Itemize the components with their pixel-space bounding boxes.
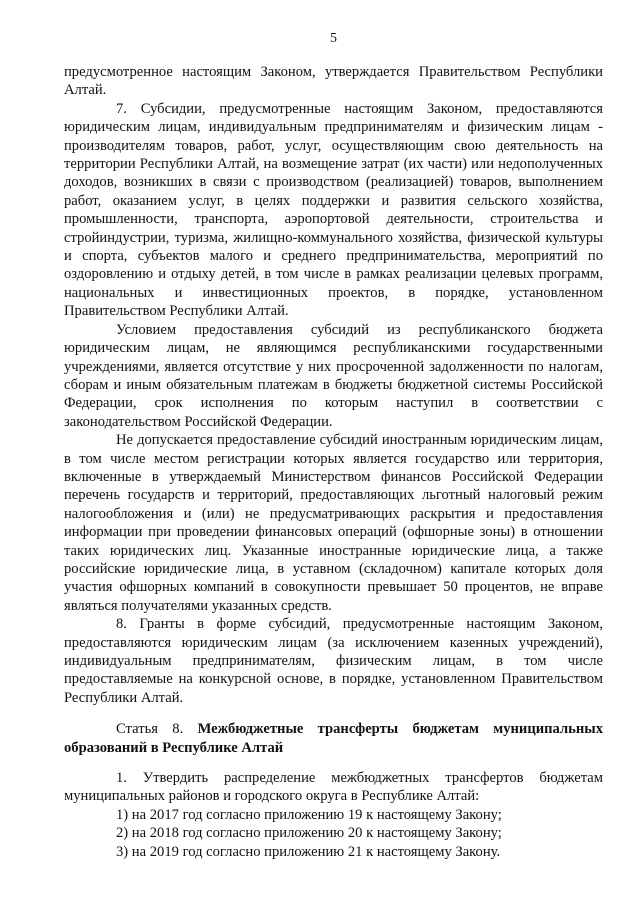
page-number: 5 (330, 31, 337, 46)
paragraph-8-grants: 8. Гранты в форме субсидий, предусмотренные настоящим Законом, предоставляются юридическим лицам (за исключением казенных учреждений), индивидуальным предпринимателям, физическим лицам, в том числе предоставляемые на конкурсной основе, в порядке, установленном Правительством Республики Алтай. (64, 616, 603, 706)
article-8-list (64, 806, 603, 861)
article-8-label: Статья 8. (116, 721, 184, 738)
paragraph-subsidy-conditions: Условием предоставления субсидий из республиканского бюджета юридическим лицам, не являющимся республиканскими государственными учреждениями, является отсутствие у них просроченной задолженности по налогам, сборам и иным обязательным платежам в бюджеты бюджетной системы Российской Федерации, срок исполнения по которым наступил в соответствии с законодательством Российской Федерации. (64, 321, 603, 430)
list-item: 2) на 2018 год согласно приложению 20 к настоящему Закону; (116, 825, 502, 842)
list-item: 3) на 2019 год согласно приложению 21 к настоящему Закону. (116, 843, 501, 860)
continuation-paragraph: предусмотренное настоящим Законом, утверждается Правительством Республики Алтай. (64, 64, 603, 99)
article-8-title: Межбюджетные трансферты бюджетам муниципальных образований в Республике Алтай (64, 721, 603, 756)
paragraph-7-subsidies: 7. Субсидии, предусмотренные настоящим Законом, предоставляются юридическим лицам, индивидуальным предпринимателям и физическим лицам - производителям товаров, работ, услуг, осуществляющим свою деятельность на территории Республики Алтай, на возмещение затрат (их части) или недополученных доходов, возникших в связи с производством (реализацией) товаров, выполнением работ, оказанием услуг, в целях поддержки и развития сельского хозяйства, промышленности, транспорта, аэропортовой деятельности, строительства и стройиндустрии, туризма, жилищно-коммунального хозяйства, физической культуры и спорта, субъектов малого и среднего предпринимательства, мероприятий по оздоровлению и отдыху детей, в том числе в рамках реализации целевых программ, национальных и инвестиционных проектов, в порядке, установленном Правительством Республики Алтай. (64, 100, 603, 320)
paragraph-offshore-restriction: Не допускается предоставление субсидий иностранным юридическим лицам, в том числе местом регистрации которых является государство или территория, включенные в утверждаемый Министерством финансов Российской Федерации перечень государств и территорий, предоставляющих льготный налоговый режим налогообложения и (или) не предусматривающих раскрытия и предоставления информации при проведении финансовых операций (офшорные зоны) в отношении таких юридических лиц. Указанные иностранные юридические лица, а также российские юридические лица, в уставном (складочном) капитале которых доля участия офшорных компаний в совокупности превышает 50 процентов, не вправе являться получателями указанных средств. (64, 432, 603, 614)
article-8-item-1: 1. Утвердить распределение межбюджетных трансфертов бюджетам муниципальных районов и городского округа в Республике Алтай: (64, 770, 603, 805)
article-8-heading (64, 720, 603, 757)
list-item: 1) на 2017 год согласно приложению 19 к настоящему Закону; (116, 806, 502, 823)
